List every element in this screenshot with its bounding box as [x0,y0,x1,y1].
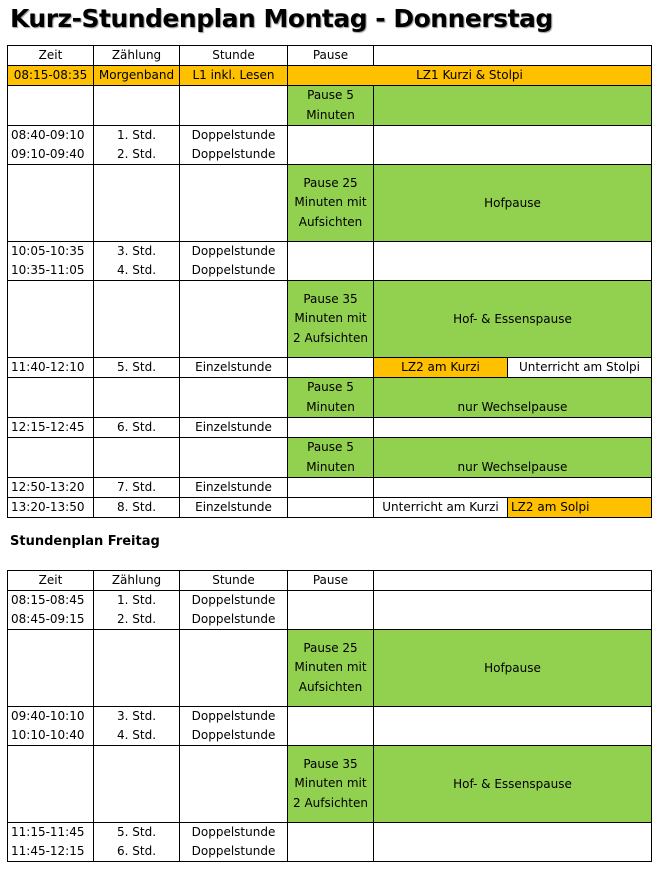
table-cell [94,281,180,358]
cell-note: LZ1 Kurzi & Stolpi [288,66,652,86]
cell-note: Hof- & Essenspause [374,746,652,823]
table-row [8,591,652,611]
table-cell [94,438,180,478]
table-row [8,126,652,146]
schedule-friday-table [7,570,652,862]
cell-unterricht: Unterricht am Stolpi [508,358,652,378]
table-cell [374,707,652,746]
table-cell [94,86,180,126]
cell-zeit: 13:20-13:50 [8,498,94,518]
cell-zeit: 11:40-12:10 [8,358,94,378]
cell-pause: Pause 5 Minuten [288,378,374,418]
cell-zeit: 10:10-10:40 [8,726,94,746]
table-cell [8,281,94,358]
cell-lz2: LZ2 am Solpi [508,498,652,518]
header-zeit: Zeit [8,571,94,591]
cell-zaehlung: 4. Std. [94,261,180,281]
table-row [8,746,652,823]
cell-stunde: L1 inkl. Lesen [180,66,288,86]
table-row [8,823,652,843]
cell-zaehlung: 8. Std. [94,498,180,518]
table-cell [180,281,288,358]
cell-stunde: Doppelstunde [180,823,288,843]
cell-zeit: 12:50-13:20 [8,478,94,498]
table-row [8,630,652,707]
cell-stunde: Einzelstunde [180,498,288,518]
table-cell [180,438,288,478]
table-row [8,358,652,378]
cell-zaehlung: 4. Std. [94,726,180,746]
cell-zaehlung: 1. Std. [94,126,180,146]
cell-zaehlung: 1. Std. [94,591,180,611]
section-title: Stundenplan Freitag [10,534,160,549]
table-cell [288,358,374,378]
header-empty [374,571,652,591]
table-cell [94,630,180,707]
table-cell [8,746,94,823]
table-cell [288,478,374,498]
header-zaehlung: Zählung [94,571,180,591]
table-cell [180,86,288,126]
schedule-mon-thu-table [7,45,652,518]
cell-stunde: Doppelstunde [180,591,288,611]
cell-stunde: Doppelstunde [180,610,288,630]
table-cell [180,378,288,418]
table-cell [8,378,94,418]
cell-pause: Pause 35 Minuten mit 2 Aufsichten [288,746,374,823]
cell-zeit: 10:05-10:35 [8,242,94,262]
cell-zeit: 08:15-08:35 [8,66,94,86]
cell-stunde: Einzelstunde [180,358,288,378]
cell-zeit: 09:10-09:40 [8,145,94,165]
cell-stunde: Doppelstunde [180,242,288,262]
table-cell [8,165,94,242]
cell-note: Hofpause [374,165,652,242]
table-cell [94,165,180,242]
cell-zaehlung: 2. Std. [94,145,180,165]
cell-pause: Pause 35 Minuten mit 2 Aufsichten [288,281,374,358]
cell-stunde: Einzelstunde [180,478,288,498]
table-cell [8,86,94,126]
cell-zeit: 09:40-10:10 [8,707,94,727]
cell-note: Hof- & Essenspause [374,281,652,358]
cell-note: nur Wechselpause [374,438,652,478]
cell-stunde: Doppelstunde [180,126,288,146]
table-cell [374,126,652,165]
header-stunde: Stunde [180,46,288,66]
table-row [8,66,652,86]
header-zeit: Zeit [8,46,94,66]
cell-unterricht: Unterricht am Kurzi [374,498,508,518]
table-row [8,242,652,262]
table-cell [374,823,652,862]
cell-pause: Pause 5 Minuten [288,438,374,478]
cell-zaehlung: 2. Std. [94,610,180,630]
cell-stunde: Doppelstunde [180,707,288,727]
table-row [8,378,652,418]
cell-zaehlung: 5. Std. [94,358,180,378]
cell-zeit: 08:40-09:10 [8,126,94,146]
cell-note: nur Wechselpause [374,378,652,418]
cell-lz2: LZ2 am Kurzi [374,358,508,378]
cell-zaehlung: 7. Std. [94,478,180,498]
table-cell [288,498,374,518]
cell-stunde: Doppelstunde [180,145,288,165]
table-cell [374,418,652,438]
cell-zaehlung: 5. Std. [94,823,180,843]
table-cell [374,242,652,281]
table-cell [374,478,652,498]
table-cell [94,746,180,823]
table-header-row [8,571,652,591]
cell-zeit: 08:15-08:45 [8,591,94,611]
cell-pause: Pause 5 Minuten [288,86,374,126]
table-cell [8,438,94,478]
header-stunde: Stunde [180,571,288,591]
table-row [8,418,652,438]
cell-zeit: 11:15-11:45 [8,823,94,843]
table-header-row [8,46,652,66]
table-cell [288,418,374,438]
header-pause: Pause [288,46,374,66]
header-empty [374,46,652,66]
cell-stunde: Einzelstunde [180,418,288,438]
cell-zaehlung: 6. Std. [94,842,180,862]
cell-pause: Pause 25 Minuten mit Aufsichten [288,630,374,707]
table-cell [180,746,288,823]
cell-pause: Pause 25 Minuten mit Aufsichten [288,165,374,242]
cell-zaehlung: 3. Std. [94,242,180,262]
table-row [8,86,652,126]
cell-note [374,86,652,126]
cell-note: Hofpause [374,630,652,707]
page-title: Kurz-Stundenplan Montag - Donnerstag [10,4,553,33]
cell-zaehlung: 3. Std. [94,707,180,727]
table-cell [94,378,180,418]
table-row [8,478,652,498]
cell-zaehlung: Morgenband [94,66,180,86]
table-cell [288,707,374,746]
table-row [8,707,652,727]
cell-stunde: Doppelstunde [180,261,288,281]
table-cell [288,242,374,281]
cell-zeit: 11:45-12:15 [8,842,94,862]
cell-zaehlung: 6. Std. [94,418,180,438]
cell-zeit: 08:45-09:15 [8,610,94,630]
table-cell [374,591,652,630]
table-cell [288,126,374,165]
table-row [8,438,652,478]
table-cell [288,823,374,862]
header-zaehlung: Zählung [94,46,180,66]
table-cell [8,630,94,707]
table-row [8,165,652,242]
cell-zeit: 10:35-11:05 [8,261,94,281]
cell-stunde: Doppelstunde [180,726,288,746]
table-row [8,281,652,358]
header-pause: Pause [288,571,374,591]
cell-stunde: Doppelstunde [180,842,288,862]
cell-zeit: 12:15-12:45 [8,418,94,438]
table-cell [180,630,288,707]
table-cell [180,165,288,242]
table-row [8,498,652,518]
table-cell [288,591,374,630]
